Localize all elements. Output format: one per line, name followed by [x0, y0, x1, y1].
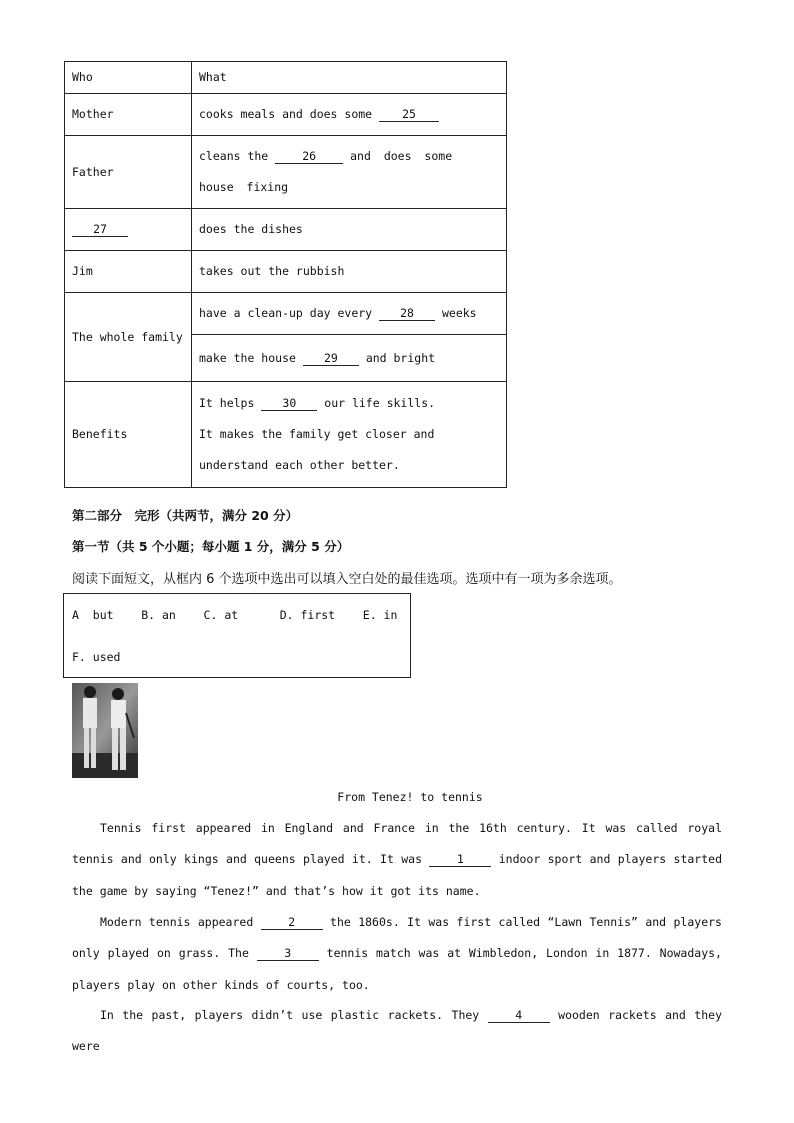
tennis-players-photo [72, 683, 138, 778]
paragraph-text: Tennis first appeared in England and France in the 16th century. It was called royal tennis and only kings and queens played it. It was [72, 821, 722, 867]
who-cell: Father [65, 136, 192, 209]
what-cell [192, 293, 507, 335]
options-line-2: F. used [72, 650, 121, 664]
paragraph-text: tennis match was at Wimbledon, London in 1877. Nowadays, players play on other kinds of courts, too. [72, 946, 722, 992]
who-cell: Jim [65, 251, 192, 293]
instruction-text: 阅读下面短文，从框内 6 个选项中选出可以填入空白处的最佳选项。选项中有一项为多余选项。 [72, 572, 622, 587]
who-cell: The whole family [65, 293, 192, 382]
who-cell: Benefits [65, 382, 192, 488]
who-cell [65, 209, 192, 251]
blank-4: 4 [488, 1009, 550, 1023]
paragraph-text: the 1860s. It was first called “Lawn Tennis” and players only played on grass. The [72, 915, 722, 961]
paragraph-2 [72, 907, 722, 1001]
benefit-line [199, 388, 499, 419]
table-row [65, 209, 507, 251]
part-title: 第二部分 完形（共两节，满分 20 分） [72, 508, 299, 523]
blank-2: 2 [261, 916, 323, 930]
options-line-1: A but B. an C. at D. first E. in [72, 608, 398, 622]
what-cell [192, 136, 507, 209]
what-text: and does some house fixing [199, 149, 453, 194]
table-row [65, 293, 507, 335]
blank-30: 30 [261, 396, 317, 411]
paragraph-text: indoor sport and players started the game by saying “Tenez!” and that’s how it got its name. [72, 852, 722, 898]
blank-26: 26 [275, 149, 343, 164]
table-row [65, 136, 507, 209]
what-text: It helps [199, 396, 255, 410]
what-text: cleans the [199, 149, 269, 163]
table-row [65, 382, 507, 488]
task-table [64, 61, 507, 488]
what-cell [192, 382, 507, 488]
paragraph-text: Modern tennis appeared [100, 915, 254, 929]
blank-28: 28 [379, 306, 435, 321]
what-cell: does the dishes [192, 209, 507, 251]
blank-27: 27 [72, 222, 128, 237]
table-header-what: What [192, 62, 507, 94]
what-text: have a clean-up day every [199, 306, 373, 320]
table-header-row [65, 62, 507, 94]
what-cell: takes out the rubbish [192, 251, 507, 293]
what-cell [192, 94, 507, 136]
blank-25: 25 [379, 107, 439, 122]
what-cell [192, 335, 507, 382]
who-cell: Mother [65, 94, 192, 136]
table-row [65, 251, 507, 293]
what-text: make the house [199, 351, 296, 365]
what-text: cooks meals and does some [199, 107, 373, 121]
options-box [63, 593, 411, 678]
table-row [65, 94, 507, 136]
section-title: 第一节（共 5 个小题；每小题 1 分，满分 5 分） [72, 539, 350, 554]
paragraph-1 [72, 813, 722, 907]
paragraph-3 [72, 1000, 722, 1063]
benefit-line: It makes the family get closer and understand each other better. [199, 427, 435, 472]
blank-29: 29 [303, 351, 359, 366]
blank-3: 3 [257, 947, 319, 961]
what-text: weeks [441, 306, 477, 320]
table-header-who: Who [65, 62, 192, 94]
paragraph-text: In the past, players didn’t use plastic rackets. They [100, 1008, 480, 1022]
what-text: our life skills. [324, 396, 436, 410]
blank-1: 1 [429, 853, 491, 867]
passage-title: From Tenez! to tennis [337, 790, 483, 804]
paragraph-text: wooden rackets and they were [72, 1008, 722, 1054]
what-text: and bright [365, 351, 436, 365]
